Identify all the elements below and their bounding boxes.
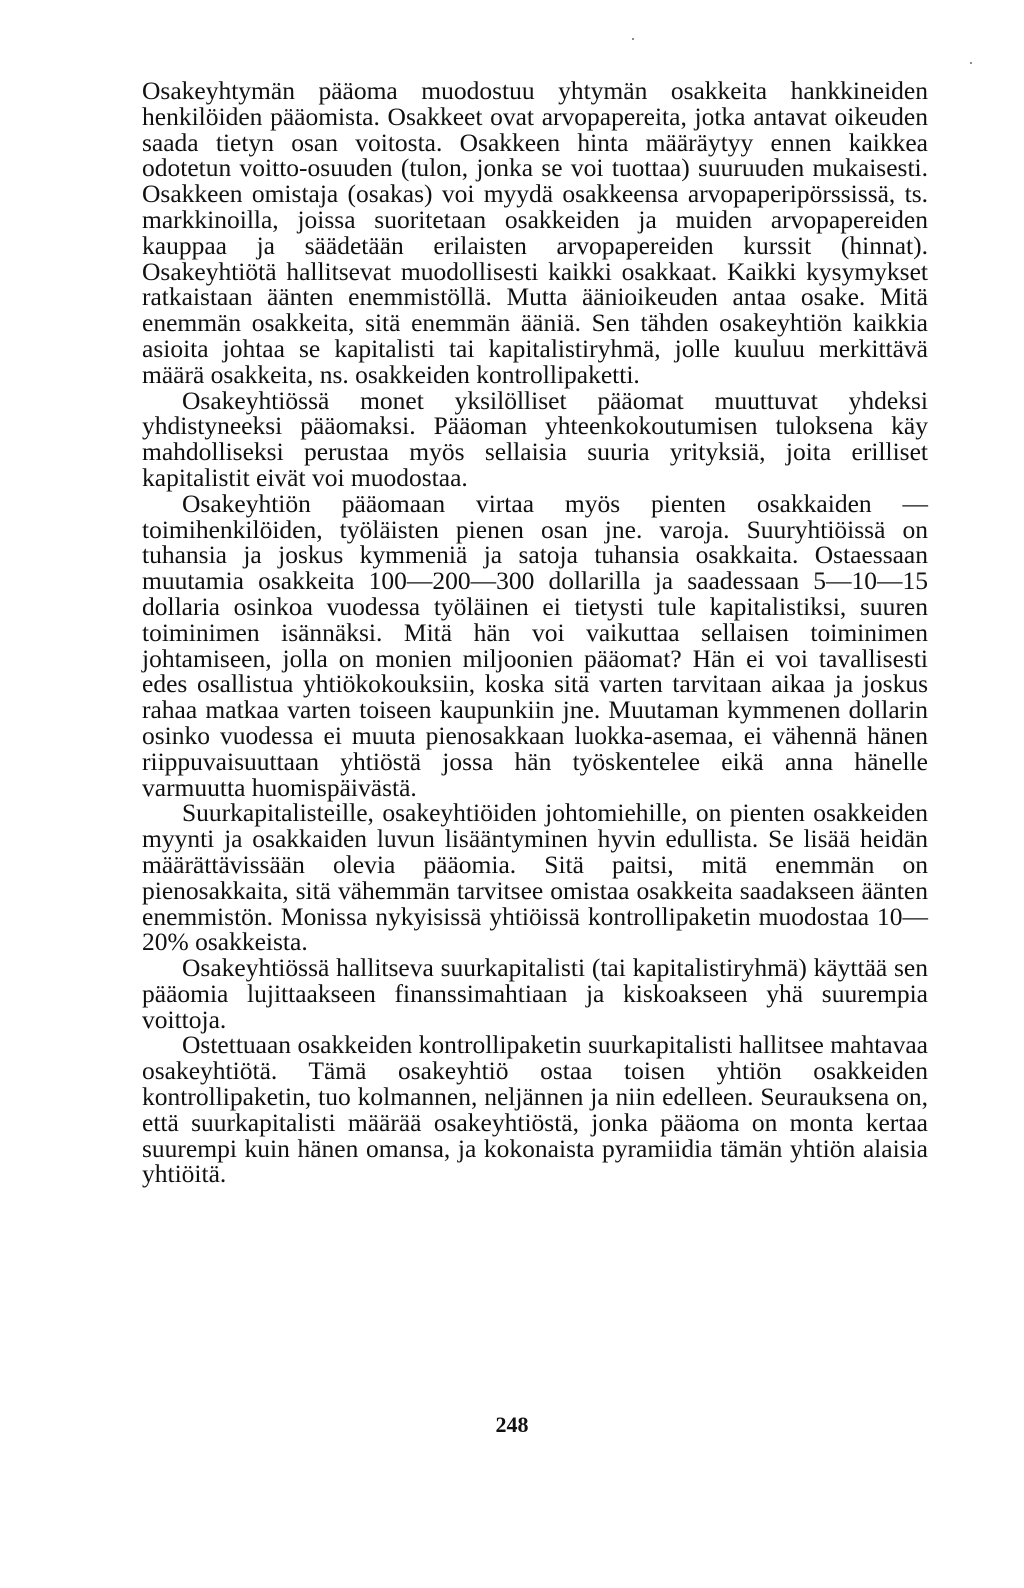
paragraph-1: Osakeyhtymän pääoma muodostuu yhtymän osakkeita hankkineiden henkilöiden pääomista. Osakkeet ovat arvopapereita, jotka antavat oikeuden saada tietyn osan voitosta. Osakkeen hinta määräytyy ennen kaikkea odotetun voitto-osuuden (tulon, jonka se voi tuottaa) suuruuden mukaisesti. Osakkeen omistaja (osakas) voi myydä osakkeensa arvopaperipörssissä, ts. markkinoilla, joissa suoritetaan osakkeiden ja muiden arvopapereiden kauppaa ja säädetään erilaisten arvopapereiden kurssit (hinnat). Osakeyhtiötä hallitsevat muodollisesti kaikki osakkaat. Kaikki kysymykset ratkaistaan äänten enemmistöllä. Mutta äänioikeuden antaa osake. Mitä enemmän osakkeita, sitä enemmän ääniä. Sen tähden osakeyhtiön kaikkia asioita johtaa se kapitalisti tai kapitalistiryhmä, jolle kuuluu merkittävä määrä osakkeita, ns. osakkeiden kontrollipaketti. bbox=[142, 76, 928, 389]
paragraph-3: Osakeyhtiön pääomaan virtaa myös pienten osakkaiden — toimihenkilöiden, työläisten pienen osan jne. varoja. Suuryhtiöissä on tuhansia ja joskus kymmeniä ja satoja tuhansia osakkaita. Ostaessaan muutamia osakkeita 100—200—300 dollarilla ja saadessaan 5—10—15 dollaria osinkoa vuodessa työläinen ei tietysti tule kapitalistiksi, suuren toiminimen isännäksi. Mitä hän voi vaikuttaa sellaisen toiminimen johtamiseen, jolla on monien miljoonien pääomat? Hän ei voi tavallisesti edes osallistua yhtiökokouksiin, koska sitä varten tarvitaan aikaa ja joskus rahaa matkaa varten toiseen kaupunkiin jne. Muutaman kymmenen dollarin osinko vuodessa ei muuta pienosakkaan luokka-asemaa, ei vähennä hänen riippuvaisuuttaan yhtiöstä jossa hän työskentelee eikä anna hänelle varmuutta huomispäivästä. bbox=[142, 488, 928, 802]
paragraph-6: Ostettuaan osakkeiden kontrollipaketin suurkapitalisti hallitsee mahtavaa osakeyhtiötä. Tämä osakeyhtiö ostaa toisen yhtiön osakkeiden kontrollipaketin, tuo kolmannen, neljännen ja niin edelleen. Seurauksena on, että suurkapitalisti määrää osakeyhtiöstä, jonka pääoma on monta kertaa suurempi kuin hänen omansa, ja kokonaista pyramiidia tämän yhtiön alaisia yhtiöitä. bbox=[142, 1030, 928, 1189]
page-number: 248 bbox=[495, 1412, 529, 1437]
scan-speck bbox=[970, 62, 972, 64]
paragraph-4: Suurkapitalisteille, osakeyhtiöiden johtomiehille, on pienten osakkeiden myynti ja osakkaiden luvun lisääntyminen hyvin edullista. Se lisää heidän määrättävissään olevia pääomia. Sitä paitsi, mitä enemmän on pienosakkaita, sitä vähemmän tarvitsee omistaa osakkeita saadakseen äänten enemmistön. Monissa nykyisissä yhtiöissä kontrollipaketin muodostaa 10—20% osakkeista. bbox=[142, 798, 928, 957]
paragraph-5: Osakeyhtiössä hallitseva suurkapitalisti (tai kapitalistiryhmä) käyttää sen pääomia lujittaakseen finanssimahtiaan ja kiskoakseen yhä suurempia voittoja. bbox=[142, 953, 928, 1034]
page-body bbox=[142, 78, 928, 1187]
paragraph-2: Osakeyhtiössä monet yksilölliset pääomat muuttuvat yhdeksi yhdistyneeksi pääomaksi. Pääoman yhteenkokoutumisen tuloksena käy mahdolliseksi perustaa myös sellaisia suuria yrityksiä, joita erilliset kapitalistit eivät voi muodostaa. bbox=[142, 385, 928, 492]
scan-speck bbox=[632, 38, 634, 40]
